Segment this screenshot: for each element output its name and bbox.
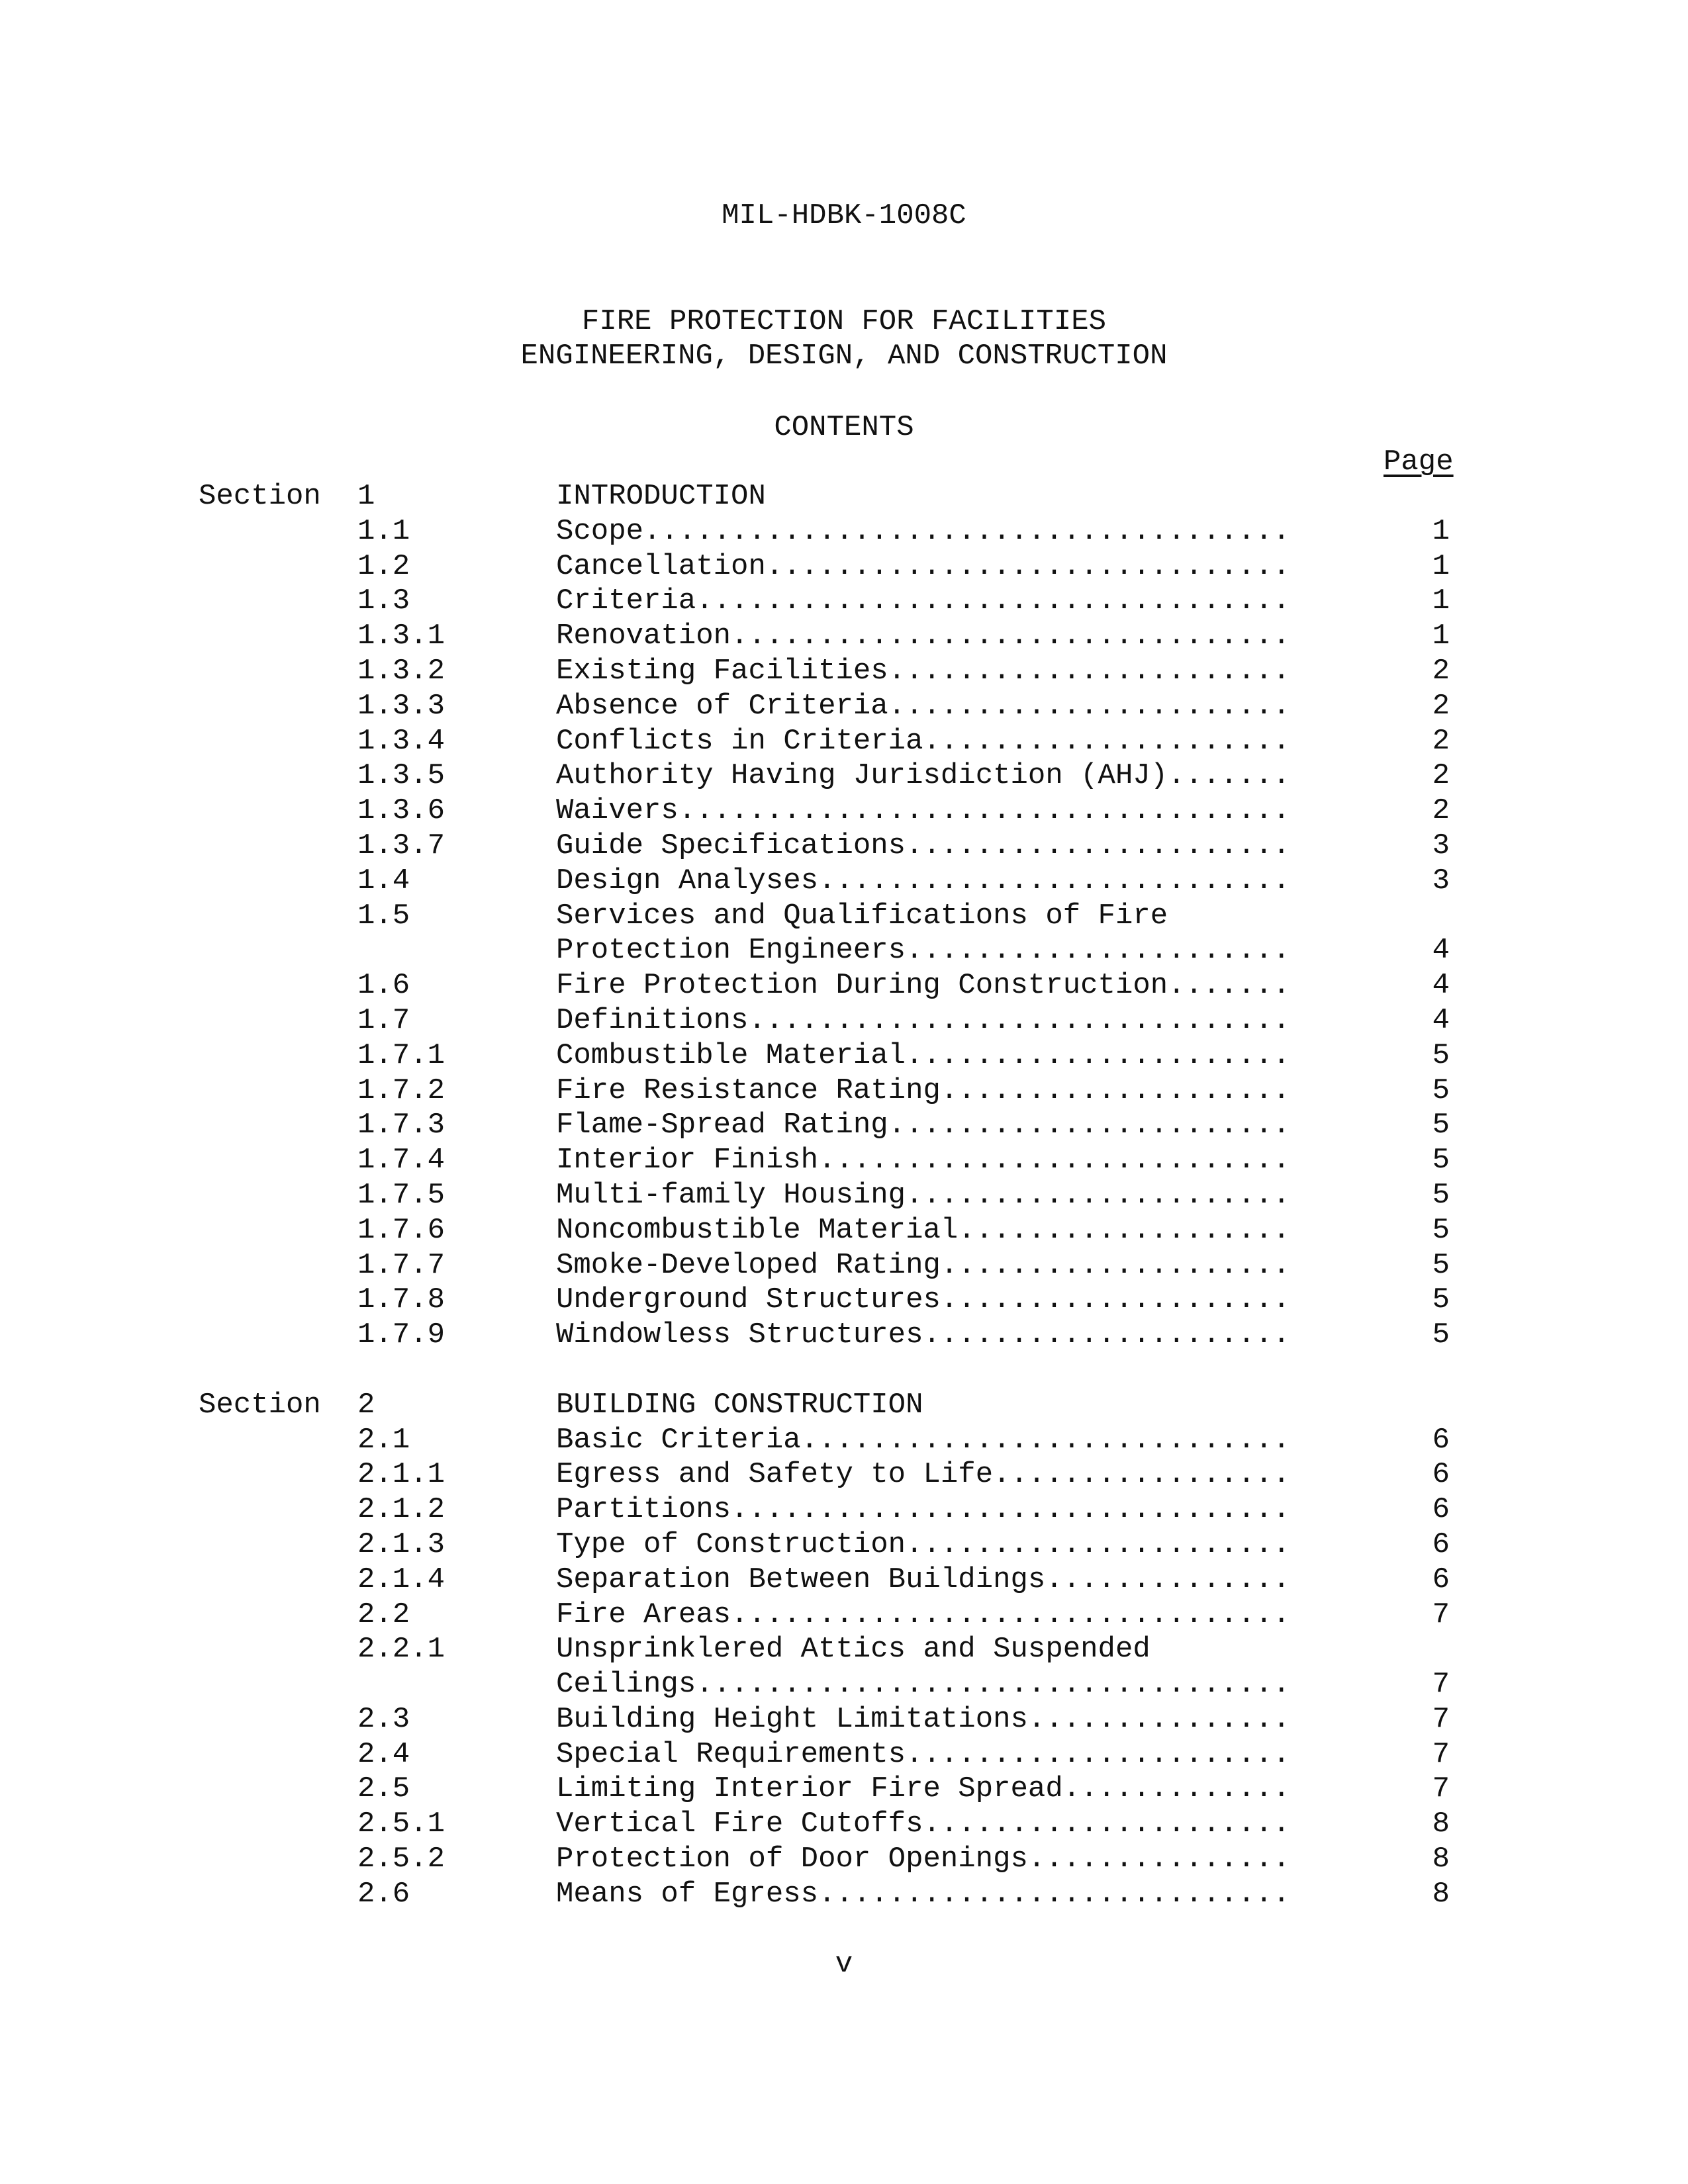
entry-number: 1.7.7 [357, 1248, 445, 1282]
toc-entry-row [0, 758, 1688, 794]
toc-entry-row [0, 1003, 1688, 1038]
entry-page-number: 4 [1432, 1003, 1450, 1037]
entry-number: 1.7.2 [357, 1073, 445, 1107]
entry-page-number: 3 [1432, 864, 1450, 897]
toc-entry-row [0, 1877, 1688, 1912]
entry-title: Waivers................................... [556, 794, 1290, 828]
entry-title: Special Requirements...................... [556, 1737, 1290, 1771]
entry-number: 2.5.2 [357, 1843, 445, 1876]
toc-entry-row [0, 619, 1688, 654]
entry-title: Multi-family Housing...................... [556, 1178, 1290, 1212]
entry-title: Authority Having Jurisdiction (AHJ)....... [556, 759, 1290, 793]
entry-number: 2.5 [357, 1772, 410, 1806]
entry-title: Interior Finish........................... [556, 1144, 1290, 1177]
entry-title: Fire Protection During Construction....... [556, 969, 1290, 1003]
entry-number: 2.3 [357, 1702, 410, 1736]
entry-page-number: 5 [1432, 1073, 1450, 1107]
section-spacer [0, 1353, 1688, 1388]
entry-page-number: 7 [1432, 1772, 1450, 1806]
entry-number: 2.1.2 [357, 1493, 445, 1527]
entry-page-number: 5 [1432, 1109, 1450, 1142]
entry-title: Fire Areas................................ [556, 1598, 1290, 1631]
entry-title: Fire Resistance Rating.................... [556, 1073, 1290, 1107]
entry-title: Ceilings.................................. [556, 1668, 1290, 1702]
entry-title: Egress and Safety to Life................. [556, 1458, 1290, 1492]
document-title-line-1: FIRE PROTECTION FOR FACILITIES [581, 305, 1107, 338]
entry-number: 1.7 [357, 1003, 410, 1037]
entry-page-number: 2 [1432, 724, 1450, 758]
toc-entry-row [0, 1527, 1688, 1563]
toc-entry-row [0, 794, 1688, 829]
entry-number: 1.7.3 [357, 1109, 445, 1142]
toc-entry-row [0, 1563, 1688, 1598]
document-id: MIL-HDBK-1008C [722, 199, 966, 232]
entry-number: 1.1 [357, 514, 410, 548]
toc-entry-row [0, 1073, 1688, 1109]
entry-title: Limiting Interior Fire Spread............. [556, 1772, 1290, 1806]
toc-entry-row [0, 1702, 1688, 1737]
entry-page-number: 5 [1432, 1283, 1450, 1317]
entry-number: 1.3.4 [357, 724, 445, 758]
entry-page-number: 4 [1432, 934, 1450, 968]
entry-number: 2.1.1 [357, 1458, 445, 1492]
document-title-line-2: ENGINEERING, DESIGN, AND CONSTRUCTION [520, 340, 1168, 373]
section-number: 2 [357, 1388, 375, 1422]
entry-title: Cancellation.............................. [556, 549, 1290, 583]
entry-number: 1.2 [357, 549, 410, 583]
toc-entry-row [0, 829, 1688, 864]
entry-title: Design Analyses........................... [556, 864, 1290, 897]
toc-entry-row [0, 1842, 1688, 1877]
entry-number: 2.6 [357, 1877, 410, 1911]
toc-entry-row [0, 933, 1688, 968]
entry-page-number: 6 [1432, 1493, 1450, 1527]
entry-title: Flame-Spread Rating....................... [556, 1109, 1290, 1142]
entry-page-number: 5 [1432, 1038, 1450, 1072]
entry-number: 1.7.9 [357, 1318, 445, 1352]
entry-page-number: 2 [1432, 689, 1450, 723]
entry-page-number: 2 [1432, 654, 1450, 688]
entry-page-number: 6 [1432, 1423, 1450, 1457]
entry-page-number: 5 [1432, 1248, 1450, 1282]
entry-title: Basic Criteria............................ [556, 1423, 1290, 1457]
toc-entry-row [0, 1807, 1688, 1842]
entry-number: 1.7.6 [357, 1213, 445, 1247]
entry-number: 1.3.5 [357, 759, 445, 793]
toc-entry-row [0, 899, 1688, 934]
entry-title: Unsprinklered Attics and Suspended [556, 1633, 1150, 1666]
entry-page-number: 7 [1432, 1668, 1450, 1702]
entry-page-number: 8 [1432, 1807, 1450, 1841]
entry-title: Protection of Door Openings............... [556, 1843, 1290, 1876]
entry-title: Building Height Limitations............... [556, 1702, 1290, 1736]
entry-page-number: 7 [1432, 1737, 1450, 1771]
entry-number: 1.3.7 [357, 829, 445, 862]
entry-page-number: 6 [1432, 1458, 1450, 1492]
toc-entry-row [0, 968, 1688, 1003]
table-of-contents [0, 479, 1688, 1912]
toc-entry-row [0, 514, 1688, 549]
entry-number: 2.1.4 [357, 1563, 445, 1596]
entry-title: Partitions................................ [556, 1493, 1290, 1527]
entry-number: 1.5 [357, 899, 410, 933]
entry-page-number: 8 [1432, 1843, 1450, 1876]
toc-entry-row [0, 1667, 1688, 1702]
toc-entry-row [0, 1457, 1688, 1492]
entry-number: 1.7.1 [357, 1038, 445, 1072]
entry-page-number: 5 [1432, 1213, 1450, 1247]
entry-number: 1.4 [357, 864, 410, 897]
entry-number: 1.3.3 [357, 689, 445, 723]
toc-entry-row [0, 549, 1688, 584]
page-folio: v [835, 1948, 853, 1981]
entry-page-number: 1 [1432, 584, 1450, 618]
entry-page-number: 3 [1432, 829, 1450, 862]
entry-number: 1.7.8 [357, 1283, 445, 1317]
entry-page-number: 5 [1432, 1318, 1450, 1352]
contents-heading: CONTENTS [774, 411, 914, 444]
entry-page-number: 1 [1432, 619, 1450, 653]
entry-number: 1.7.5 [357, 1178, 445, 1212]
entry-title: Underground Structures.................... [556, 1283, 1290, 1317]
toc-entry-row [0, 1772, 1688, 1807]
toc-entry-row [0, 1143, 1688, 1178]
entry-page-number: 7 [1432, 1702, 1450, 1736]
section-title: BUILDING CONSTRUCTION [556, 1388, 923, 1422]
entry-title: Renovation................................ [556, 619, 1290, 653]
toc-entry-row [0, 724, 1688, 759]
entry-page-number: 2 [1432, 759, 1450, 793]
section-number: 1 [357, 480, 375, 513]
entry-title: Noncombustible Material................... [556, 1213, 1290, 1247]
entry-number: 2.2.1 [357, 1633, 445, 1666]
toc-entry-row [0, 654, 1688, 689]
entry-page-number: 2 [1432, 794, 1450, 828]
toc-entry-row [0, 1213, 1688, 1248]
entry-number: 1.3 [357, 584, 410, 618]
entry-title: Scope..................................... [556, 514, 1290, 548]
page-column-label: Page [1383, 445, 1454, 478]
entry-page-number: 4 [1432, 969, 1450, 1003]
entry-title: Vertical Fire Cutoffs..................... [556, 1807, 1290, 1841]
section-heading-row [0, 479, 1688, 514]
section-heading-row [0, 1388, 1688, 1423]
toc-entry-row [0, 1318, 1688, 1353]
entry-number: 1.6 [357, 969, 410, 1003]
entry-title: Smoke-Developed Rating.................... [556, 1248, 1290, 1282]
entry-number: 2.1 [357, 1423, 410, 1457]
entry-page-number: 1 [1432, 549, 1450, 583]
entry-number: 1.7.4 [357, 1144, 445, 1177]
section-title: INTRODUCTION [556, 480, 766, 513]
entry-number: 2.4 [357, 1737, 410, 1771]
toc-entry-row [0, 689, 1688, 724]
toc-entry-row [0, 584, 1688, 619]
entry-page-number: 8 [1432, 1877, 1450, 1911]
entry-number: 1.3.1 [357, 619, 445, 653]
toc-entry-row [0, 1423, 1688, 1458]
toc-entry-row [0, 1598, 1688, 1633]
entry-title: Windowless Structures..................... [556, 1318, 1290, 1352]
entry-title: Means of Egress........................... [556, 1877, 1290, 1911]
toc-entry-row [0, 1108, 1688, 1143]
entry-page-number: 7 [1432, 1598, 1450, 1631]
entry-number: 2.1.3 [357, 1527, 445, 1561]
entry-page-number: 6 [1432, 1527, 1450, 1561]
entry-title: Type of Construction...................... [556, 1527, 1290, 1561]
toc-entry-row [0, 1038, 1688, 1073]
entry-page-number: 6 [1432, 1563, 1450, 1596]
toc-entry-row [0, 1737, 1688, 1772]
entry-title: Absence of Criteria....................... [556, 689, 1290, 723]
section-label: Section [199, 480, 321, 513]
entry-title: Separation Between Buildings.............. [556, 1563, 1290, 1596]
entry-title: Conflicts in Criteria..................... [556, 724, 1290, 758]
entry-number: 2.2 [357, 1598, 410, 1631]
entry-title: Existing Facilities....................... [556, 654, 1290, 688]
entry-title: Guide Specifications...................... [556, 829, 1290, 862]
toc-entry-row [0, 1248, 1688, 1283]
entry-page-number: 5 [1432, 1178, 1450, 1212]
toc-entry-row [0, 864, 1688, 899]
entry-title: Criteria.................................. [556, 584, 1290, 618]
toc-entry-row [0, 1632, 1688, 1667]
entry-title: Combustible Material...................... [556, 1038, 1290, 1072]
toc-entry-row [0, 1283, 1688, 1318]
entry-number: 2.5.1 [357, 1807, 445, 1841]
entry-title: Definitions............................... [556, 1003, 1290, 1037]
section-label: Section [199, 1388, 321, 1422]
entry-page-number: 5 [1432, 1144, 1450, 1177]
toc-entry-row [0, 1178, 1688, 1213]
entry-page-number: 1 [1432, 514, 1450, 548]
entry-title: Protection Engineers...................... [556, 934, 1290, 968]
entry-number: 1.3.6 [357, 794, 445, 828]
entry-title: Services and Qualifications of Fire [556, 899, 1168, 933]
entry-number: 1.3.2 [357, 654, 445, 688]
toc-entry-row [0, 1492, 1688, 1527]
